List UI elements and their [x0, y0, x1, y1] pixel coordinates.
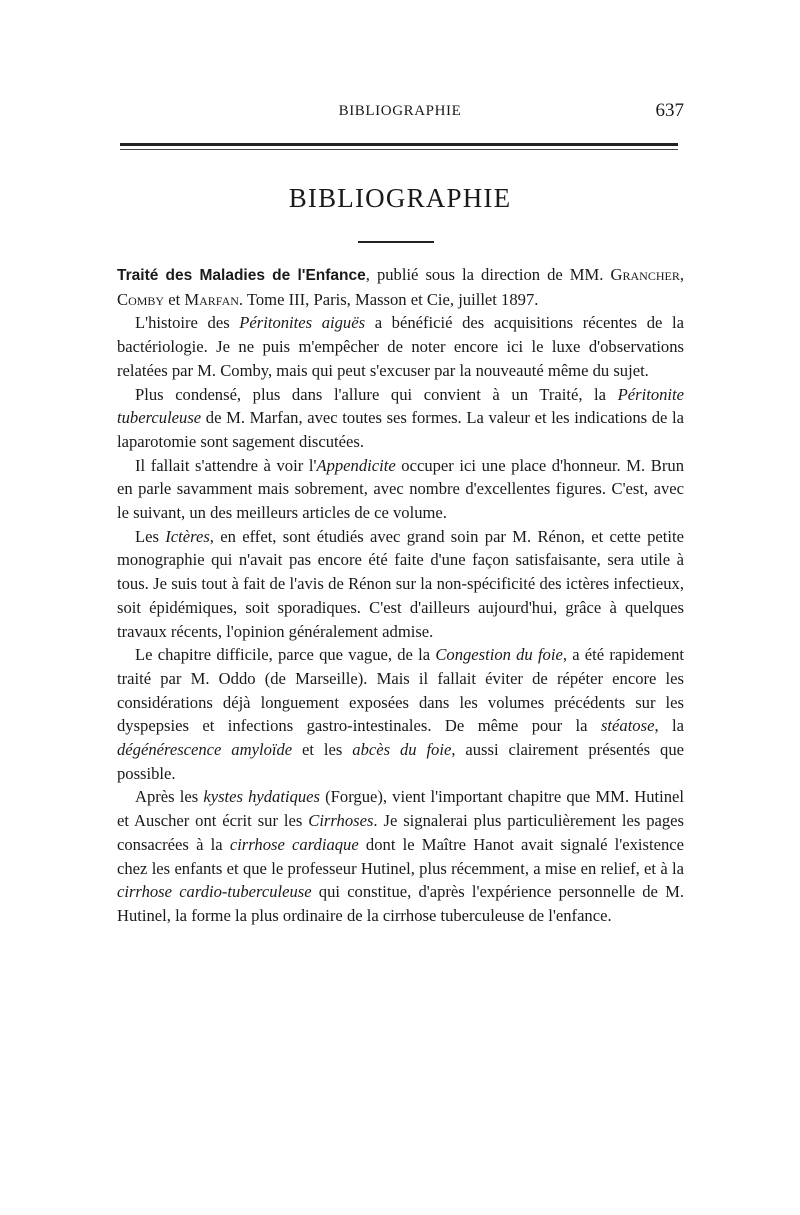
paragraph: [117, 643, 684, 785]
text-run: Le chapitre difficile, parce que vague, de la: [135, 645, 436, 665]
italic-term: dégénérescence amyloïde: [117, 740, 293, 760]
italic-term: cirrhose cardio-tuberculeuse: [117, 882, 312, 902]
italic-term: stéatose: [600, 716, 655, 736]
text-run: , a été rapidement traité par M. Oddo (de Marseille). Mais il fallait éviter de répéter encore les considérations déjà longuement exposées dans les volumes précédents sur les dyspepsies et infections gastro-intestinales. De même pour la: [117, 645, 684, 736]
text-run: qui constitue, d'après l'expérience personnelle de M. Hutinel, la forme la plus ordinaire de la cirrhose tuberculeuse de l'enfance.: [117, 882, 684, 925]
text-run: Il fallait s'attendre à voir l': [135, 455, 317, 475]
author-name: Comby: [117, 289, 165, 309]
text-run: , aussi clairement présentés que possible.: [117, 740, 684, 783]
header-rule-thick: [120, 143, 678, 146]
text-run: de M. Marfan, avec toutes ses formes. La valeur et les indications de la laparotomie sont sagement discutées.: [117, 408, 684, 451]
text-run: Après les: [135, 787, 204, 807]
text-run: a bénéficié des acquisitions récentes de la bactériologie. Je ne puis m'empêcher de noter encore ici le luxe d'observations relatées par M. Comby, mais qui peut s'excuser par la nouveauté même du sujet.: [117, 313, 684, 380]
running-header: [118, 100, 682, 122]
reference-text: , publié sous la direction de MM.: [365, 265, 611, 284]
text-run: (Forgue), vient l'important chapitre que MM. Hutinel et Auscher ont écrit sur les: [117, 787, 684, 831]
text-run: occuper ici une place d'honneur. M. Brun en parle savamment mais sobrement, avec nombre d'excellentes figures. C'est, avec le suivant, un des meilleurs articles de ce volume.: [117, 455, 684, 523]
reference-text: et: [164, 289, 185, 309]
page-number: 637: [655, 100, 684, 121]
paragraph: [117, 454, 684, 525]
italic-term: Congestion du foie: [435, 645, 563, 665]
book-title: Traité des Maladies de l'Enfance: [117, 267, 366, 284]
text-run: Plus condensé, plus dans l'allure qui convient à un Traité, la: [135, 384, 618, 404]
title-divider: [358, 241, 434, 243]
running-title: BIBLIOGRAPHIE: [338, 103, 462, 119]
text-run: , la: [654, 716, 684, 736]
article-body: [117, 263, 684, 928]
paragraph: [117, 525, 684, 644]
italic-term: Appendicite: [316, 455, 396, 475]
italic-term: Cirrhoses: [308, 811, 374, 831]
italic-term: kystes hydatiques: [203, 787, 320, 807]
text-run: et les: [292, 740, 353, 760]
italic-term: Péritonites aiguës: [239, 313, 366, 333]
text-run: Les: [135, 526, 166, 546]
text-run: , en effet, sont étudiés avec grand soin par M. Rénon, et cette petite monographie qui n'avait pas encore été faite d'une façon satisfaisante, sera utile à tous. Je suis tout à fait de l'avis de Rénon sur la non-spécificité des ictères infectieux, soit épidémiques, soit sporadiques. C'est d'ailleurs aujourd'hui, grâce à quelques travaux récents, l'opinion généralement admise.: [117, 526, 684, 641]
italic-term: cirrhose cardiaque: [229, 834, 359, 854]
text-run: dont le Maître Hanot avait signalé l'existence chez les enfants et que le professeur Hutinel, plus récemment, a mise en relief, et à la: [117, 834, 684, 878]
section-title: BIBLIOGRAPHIE: [288, 183, 512, 213]
paragraph: [117, 311, 684, 382]
author-name: Marfan: [184, 289, 239, 309]
header-rule-thin: [120, 149, 678, 150]
book-reference: [117, 263, 684, 311]
text-run: . Je signalerai plus particulièrement les pages consacrées à la: [117, 811, 684, 854]
reference-text: . Tome III, Paris, Masson et Cie, juillet 1897.: [238, 289, 539, 309]
italic-term: abcès du foie: [352, 740, 452, 760]
italic-term: Ictères: [165, 526, 210, 546]
text-run: L'histoire des: [135, 313, 240, 333]
reference-text: ,: [679, 265, 684, 284]
author-name: Grancher: [610, 265, 680, 284]
italic-term: Péritonite tuberculeuse: [117, 384, 684, 428]
paragraph: [117, 383, 684, 454]
paragraph: [117, 785, 684, 927]
